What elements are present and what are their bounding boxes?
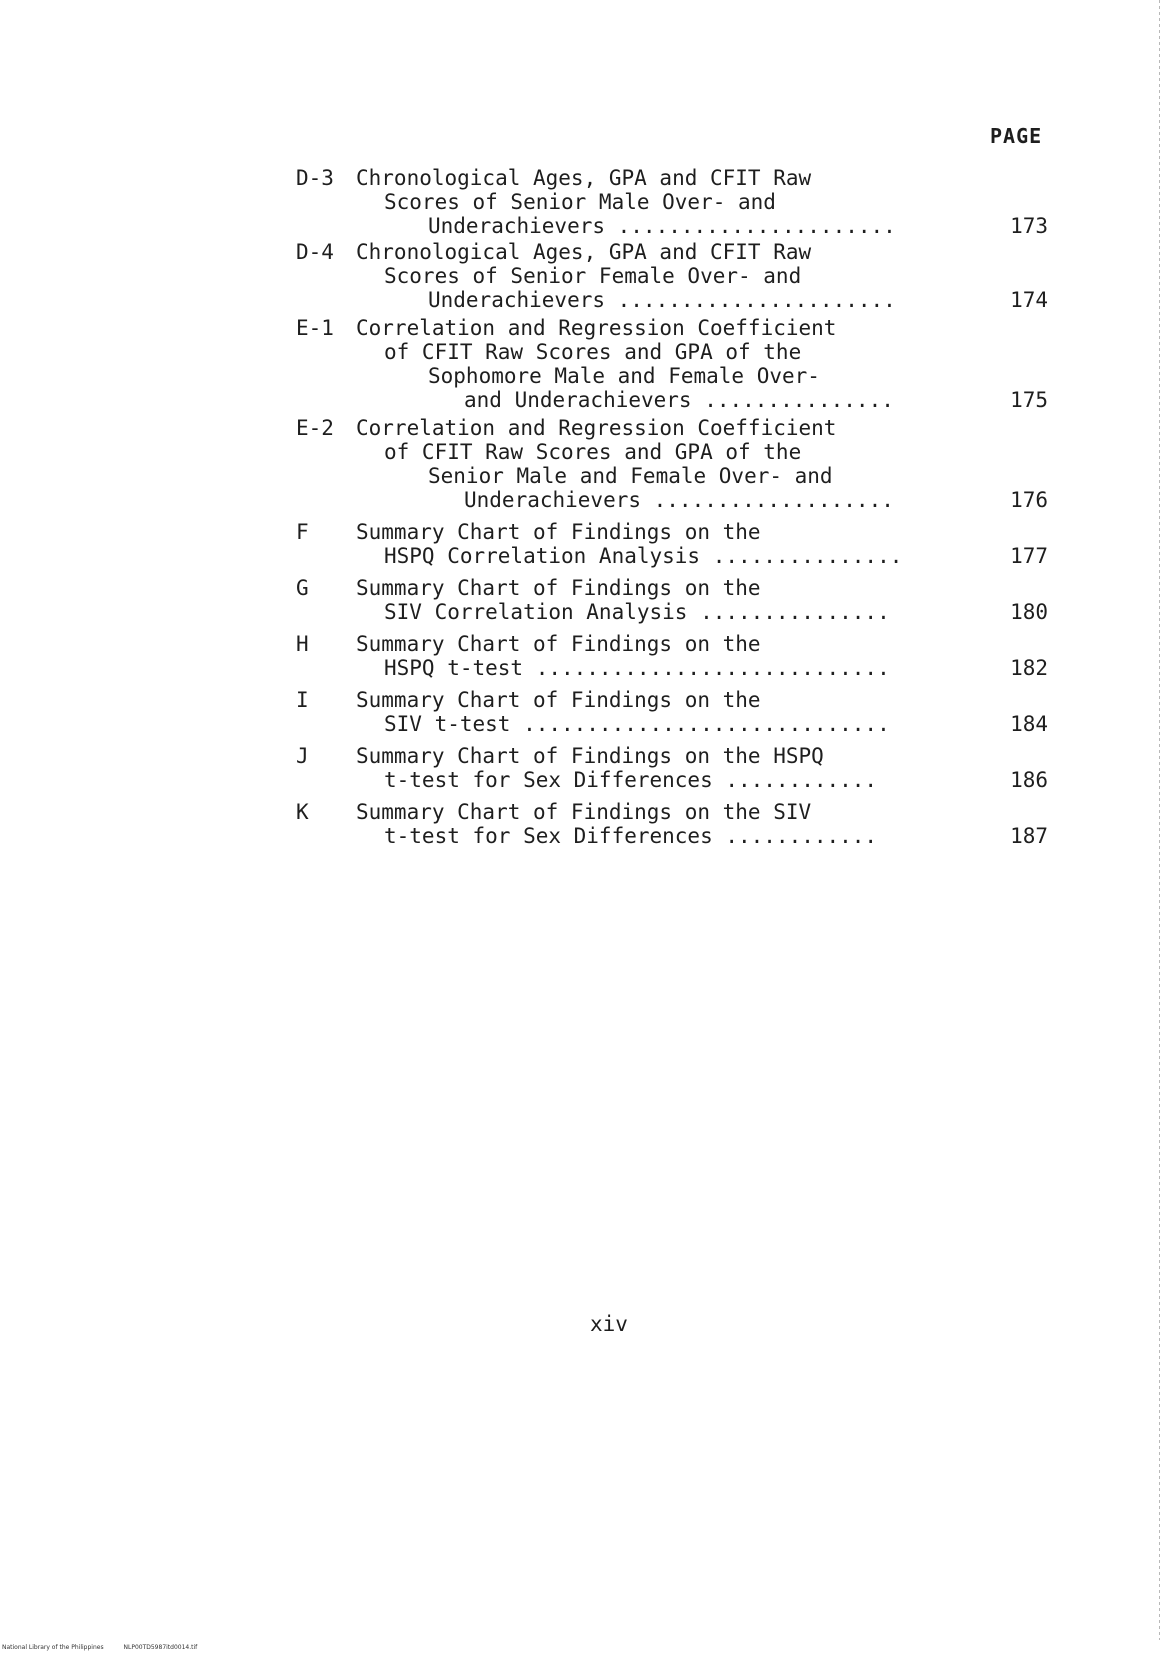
toc-entry-page: 187 [1010, 824, 1048, 848]
toc-entry [296, 316, 1056, 412]
toc-entry-page: 186 [1010, 768, 1048, 792]
toc-entry [296, 744, 1056, 792]
toc-entry-id: D-3 [296, 166, 334, 190]
toc-entry-id: J [296, 744, 309, 768]
toc-entry-title-line: Summary Chart of Findings on the HSPQ [356, 744, 824, 768]
toc-entry-title-line: Summary Chart of Findings on the [356, 688, 761, 712]
toc-entry [296, 416, 1056, 512]
page-column-header: PAGE [990, 124, 1043, 148]
toc-entry-id: G [296, 576, 309, 600]
toc-entry-title-line: t-test for Sex Differences ............ [384, 768, 878, 792]
toc-entry-title-line: Sophomore Male and Female Over- [428, 364, 820, 388]
toc-entry-title-line: SIV t-test ............................. [384, 712, 890, 736]
table-of-contents-list [296, 166, 1056, 848]
scan-footer [2, 1644, 215, 1651]
toc-entry-title-line: Correlation and Regression Coefficient [356, 416, 837, 440]
toc-entry-id: E-2 [296, 416, 334, 440]
toc-entry-title-line: t-test for Sex Differences ............ [384, 824, 878, 848]
scan-edge-divider [1159, 0, 1160, 1640]
toc-entry-title-line: Senior Male and Female Over- and [428, 464, 833, 488]
footer-file: NLP00TD5987itd0014.tif [123, 1644, 198, 1651]
toc-entry-id: H [296, 632, 309, 656]
toc-entry-title-line: Scores of Senior Female Over- and [384, 264, 802, 288]
toc-entry-id: K [296, 800, 309, 824]
toc-entry-id: I [296, 688, 309, 712]
toc-entry-page: 173 [1010, 214, 1048, 238]
toc-entry-title-line: Summary Chart of Findings on the [356, 576, 761, 600]
toc-entry [296, 166, 1056, 238]
toc-entry-title-line: Correlation and Regression Coefficient [356, 316, 837, 340]
toc-entry-title-line: HSPQ Correlation Analysis ............... [384, 544, 903, 568]
toc-entry-title-line: Summary Chart of Findings on the [356, 632, 761, 656]
toc-entry-id: D-4 [296, 240, 334, 264]
toc-entry-id: E-1 [296, 316, 334, 340]
toc-entry-title-line: SIV Correlation Analysis ............... [384, 600, 890, 624]
toc-entry-title-line: HSPQ t-test ............................ [384, 656, 890, 680]
toc-entry-title-line: of CFIT Raw Scores and GPA of the [384, 440, 802, 464]
toc-entry-title-line: Summary Chart of Findings on the SIV [356, 800, 812, 824]
toc-entry-title-line: Chronological Ages, GPA and CFIT Raw [356, 166, 812, 190]
page-number: xiv [590, 1312, 628, 1336]
toc-entry-title-line: of CFIT Raw Scores and GPA of the [384, 340, 802, 364]
toc-entry [296, 576, 1056, 624]
toc-entry-title-line: Summary Chart of Findings on the [356, 520, 761, 544]
toc-entry-page: 184 [1010, 712, 1048, 736]
toc-entry-title-line: Scores of Senior Male Over- and [384, 190, 776, 214]
toc-entry-title-line: and Underachievers ............... [464, 388, 894, 412]
toc-entry [296, 520, 1056, 568]
toc-entry-page: 182 [1010, 656, 1048, 680]
toc-entry [296, 688, 1056, 736]
toc-entry-page: 176 [1010, 488, 1048, 512]
toc-entry-title-line: Chronological Ages, GPA and CFIT Raw [356, 240, 812, 264]
toc-entry [296, 800, 1056, 848]
toc-entry [296, 240, 1056, 312]
toc-entry-page: 180 [1010, 600, 1048, 624]
toc-entry-title-line: Underachievers ................... [464, 488, 894, 512]
footer-library: National Library of the Philippines [2, 1644, 104, 1651]
toc-entry [296, 632, 1056, 680]
toc-entry-page: 177 [1010, 544, 1048, 568]
toc-entry-page: 174 [1010, 288, 1048, 312]
toc-entry-id: F [296, 520, 309, 544]
toc-entry-page: 175 [1010, 388, 1048, 412]
toc-entry-title-line: Underachievers ...................... [428, 288, 896, 312]
toc-entry-title-line: Underachievers ...................... [428, 214, 896, 238]
